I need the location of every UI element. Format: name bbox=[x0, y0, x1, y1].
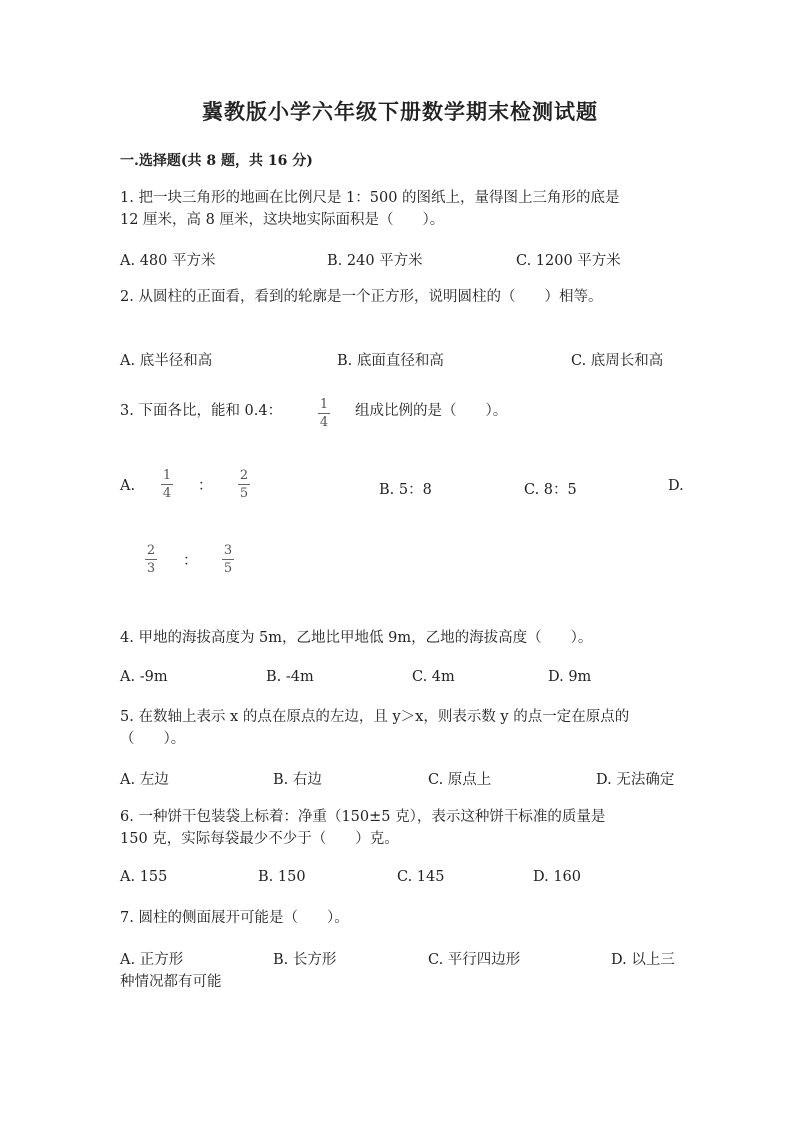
question-1-option-c: C. 1200 平方米 bbox=[516, 253, 621, 269]
fraction-numerator: 1 bbox=[319, 397, 329, 412]
fraction-denominator: 3 bbox=[146, 561, 156, 576]
question-5-option-a: A. 左边 bbox=[120, 772, 169, 788]
question-3-stem-suffix: 组成比例的是（ ）。 bbox=[355, 403, 508, 419]
question-5-stem-line-1: 5. 在数轴上表示 x 的点在原点的左边，且 y＞x，则表示数 y 的点一定在原点的 bbox=[120, 709, 630, 725]
question-6-option-a: A. 155 bbox=[120, 869, 168, 885]
question-3-option-a-fraction-2 bbox=[238, 468, 250, 501]
question-1-option-a: A. 480 平方米 bbox=[120, 253, 216, 269]
question-6-option-c: C. 145 bbox=[397, 869, 445, 885]
question-7-option-b: B. 长方形 bbox=[273, 952, 337, 968]
question-2-stem: 2. 从圆柱的正面看，看到的轮廓是一个正方形，说明圆柱的（ ）相等。 bbox=[120, 289, 603, 305]
question-6-stem-line-1: 6. 一种饼干包装袋上标着：净重（150±5 克），表示这种饼干标准的质量是 bbox=[120, 809, 606, 825]
fraction-numerator: 2 bbox=[239, 468, 249, 483]
fraction-bar bbox=[222, 559, 234, 560]
question-3-option-a-fraction-1 bbox=[161, 468, 173, 501]
fraction-bar bbox=[145, 559, 157, 560]
fraction-denominator: 4 bbox=[319, 415, 329, 430]
question-2-option-a: A. 底半径和高 bbox=[120, 353, 213, 369]
question-3-option-a-colon: ： bbox=[198, 478, 213, 494]
question-1-stem-line-1: 1. 把一块三角形的地画在比例尺是 1：500 的图纸上，量得图上三角形的底是 bbox=[120, 190, 620, 206]
question-4-option-c: C. 4m bbox=[412, 669, 455, 685]
question-4-option-a: A. -9m bbox=[120, 669, 168, 685]
question-7-option-d: D. 以上三 bbox=[611, 952, 675, 968]
question-3-option-b: B. 5：8 bbox=[379, 482, 432, 498]
question-1-stem-line-2: 12 厘米，高 8 厘米，这块地实际面积是（ ）。 bbox=[120, 212, 445, 228]
question-5-option-c: C. 原点上 bbox=[428, 772, 492, 788]
question-7-option-a: A. 正方形 bbox=[120, 952, 184, 968]
question-7-option-c: C. 平行四边形 bbox=[428, 952, 521, 968]
fraction-bar bbox=[238, 484, 250, 485]
question-5-option-d: D. 无法确定 bbox=[596, 772, 675, 788]
question-6-stem-line-2: 150 克，实际每袋最少不少于（ ）克。 bbox=[120, 831, 399, 847]
question-3-stem-prefix: 3. 下面各比，能和 0.4： bbox=[120, 403, 283, 419]
question-7-stem: 7. 圆柱的侧面展开可能是（ ）。 bbox=[120, 910, 349, 926]
question-4-option-b: B. -4m bbox=[266, 669, 314, 685]
question-7-option-d-continuation: 种情况都有可能 bbox=[120, 974, 222, 990]
question-6-option-b: B. 150 bbox=[258, 869, 306, 885]
page-title: 冀教版小学六年级下册数学期末检测试题 bbox=[202, 99, 598, 124]
fraction-denominator: 5 bbox=[239, 486, 249, 501]
fraction-bar bbox=[318, 413, 330, 414]
fraction-numerator: 2 bbox=[146, 543, 156, 558]
question-4-stem: 4. 甲地的海拔高度为 5m，乙地比甲地低 9m，乙地的海拔高度（ ）。 bbox=[120, 630, 593, 646]
question-5-stem-line-2: （ ）。 bbox=[120, 731, 186, 747]
question-6-option-d: D. 160 bbox=[533, 869, 582, 885]
question-3-option-c: C. 8：5 bbox=[524, 482, 577, 498]
question-3-stem-fraction bbox=[318, 397, 330, 430]
fraction-numerator: 1 bbox=[162, 468, 172, 483]
question-1-option-b: B. 240 平方米 bbox=[327, 253, 423, 269]
question-2-option-b: B. 底面直径和高 bbox=[337, 353, 444, 369]
fraction-denominator: 4 bbox=[162, 486, 172, 501]
question-3-option-d-colon: ： bbox=[183, 553, 198, 569]
question-5-option-b: B. 右边 bbox=[273, 772, 322, 788]
section-heading: 一.选择题(共 8 题，共 16 分) bbox=[120, 153, 313, 169]
question-3-option-d-label: D. bbox=[668, 478, 684, 494]
fraction-bar bbox=[161, 484, 173, 485]
question-2-option-c: C. 底周长和高 bbox=[571, 353, 664, 369]
question-3-option-d-fraction-1 bbox=[145, 543, 157, 576]
fraction-numerator: 3 bbox=[223, 543, 233, 558]
fraction-denominator: 5 bbox=[223, 561, 233, 576]
question-4-option-d: D. 9m bbox=[548, 669, 592, 685]
question-3-option-a-label: A. bbox=[120, 478, 136, 494]
question-3-option-d-fraction-2 bbox=[222, 543, 234, 576]
